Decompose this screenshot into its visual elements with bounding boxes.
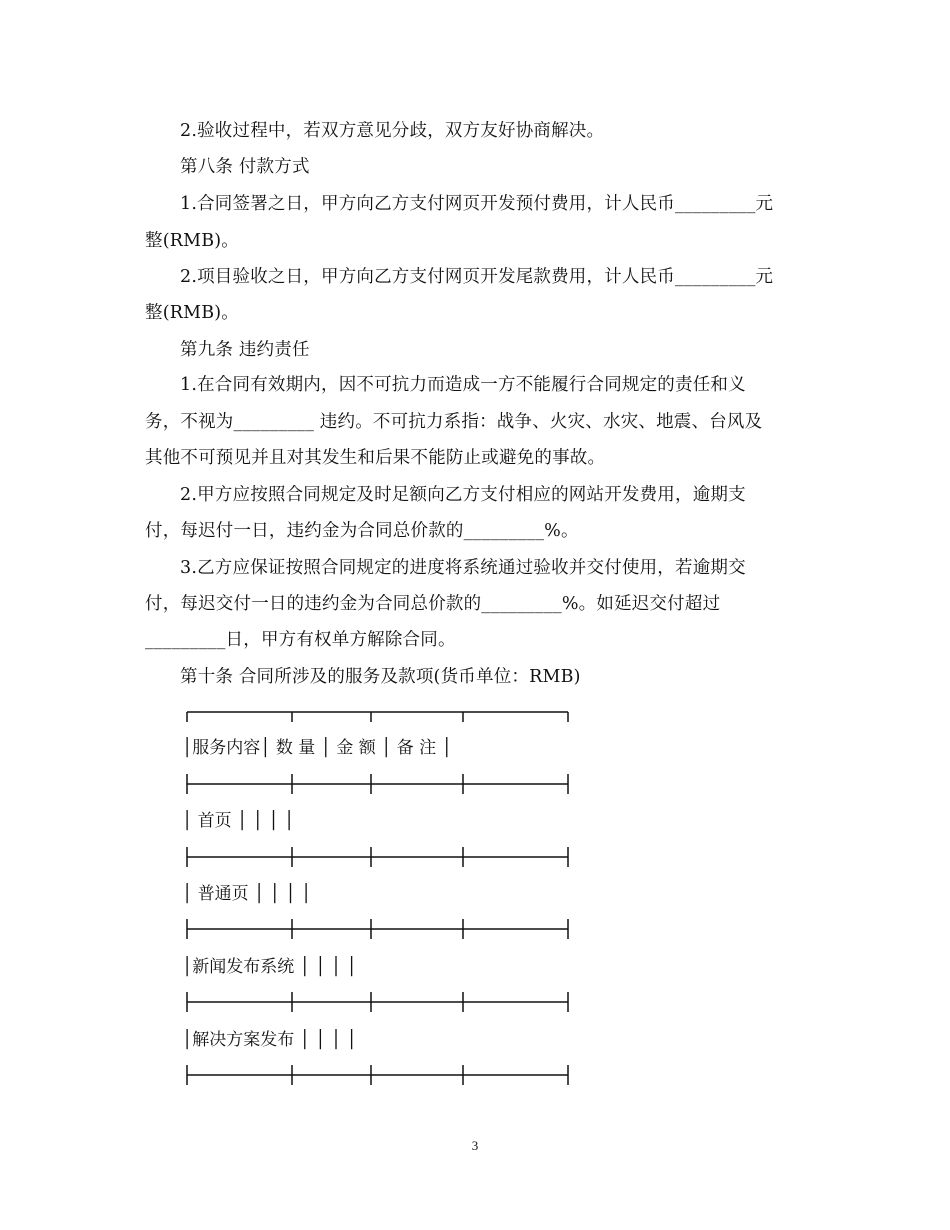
paragraph-line: 2.甲方应按照合同规定及时足额向乙方支付相应的网站开发费用，逾期支 bbox=[180, 485, 746, 505]
table-row: │ 首页 │ │ │ │ bbox=[182, 811, 295, 831]
table-separator-rule bbox=[186, 1065, 569, 1077]
paragraph-line: 其他不可预见并且对其发生和后果不能防止或避免的事故。 bbox=[145, 448, 606, 468]
paragraph-line: 3.乙方应保证按照合同规定的进度将系统通过验收并交付使用，若逾期交 bbox=[180, 558, 746, 578]
paragraph-line: _________日，甲方有权单方解除合同。 bbox=[145, 630, 456, 650]
paragraph-line: 付，每迟交付一日的违约金为合同总价款的_________%。如延迟交付超过 bbox=[145, 594, 721, 614]
table-header-row: │服务内容│ 数 量 │ 金 额 │ 备 注 │ bbox=[182, 738, 452, 758]
paragraph-line: 2.项目验收之日，甲方向乙方支付网页开发尾款费用，计人民币_________元 bbox=[180, 267, 774, 287]
table-top-rule bbox=[186, 711, 569, 723]
table-row: │新闻发布系统 │ │ │ │ bbox=[182, 957, 357, 977]
table-separator-rule bbox=[186, 992, 569, 1004]
table-row: │ 普通页 │ │ │ │ bbox=[182, 884, 312, 904]
paragraph-line: 整(RMB)。 bbox=[145, 303, 240, 323]
article-heading: 第十条 合同所涉及的服务及款项(货币单位：RMB) bbox=[180, 667, 581, 687]
paragraph-line: 1.在合同有效期内，因不可抗力而造成一方不能履行合同规定的责任和义 bbox=[180, 375, 746, 395]
paragraph-line: 整(RMB)。 bbox=[145, 231, 240, 251]
table-separator-rule bbox=[186, 774, 569, 786]
article-heading: 第八条 付款方式 bbox=[180, 157, 310, 177]
paragraph-line: 务，不视为_________ 违约。不可抗力系指：战争、火灾、水灾、地震、台风及 bbox=[145, 412, 763, 432]
page-number: 3 bbox=[471, 1138, 479, 1153]
table-separator-rule bbox=[186, 847, 569, 859]
table-separator-rule bbox=[186, 919, 569, 931]
paragraph-line: 2.验收过程中，若双方意见分歧，双方友好协商解决。 bbox=[180, 121, 605, 141]
paragraph-line: 1.合同签署之日，甲方向乙方支付网页开发预付费用，计人民币_________元 bbox=[180, 194, 774, 214]
article-heading: 第九条 违约责任 bbox=[180, 340, 310, 360]
table-row: │解决方案发布 │ │ │ │ bbox=[182, 1030, 357, 1050]
paragraph-line: 付，每迟付一日，违约金为合同总价款的_________%。 bbox=[145, 521, 579, 541]
